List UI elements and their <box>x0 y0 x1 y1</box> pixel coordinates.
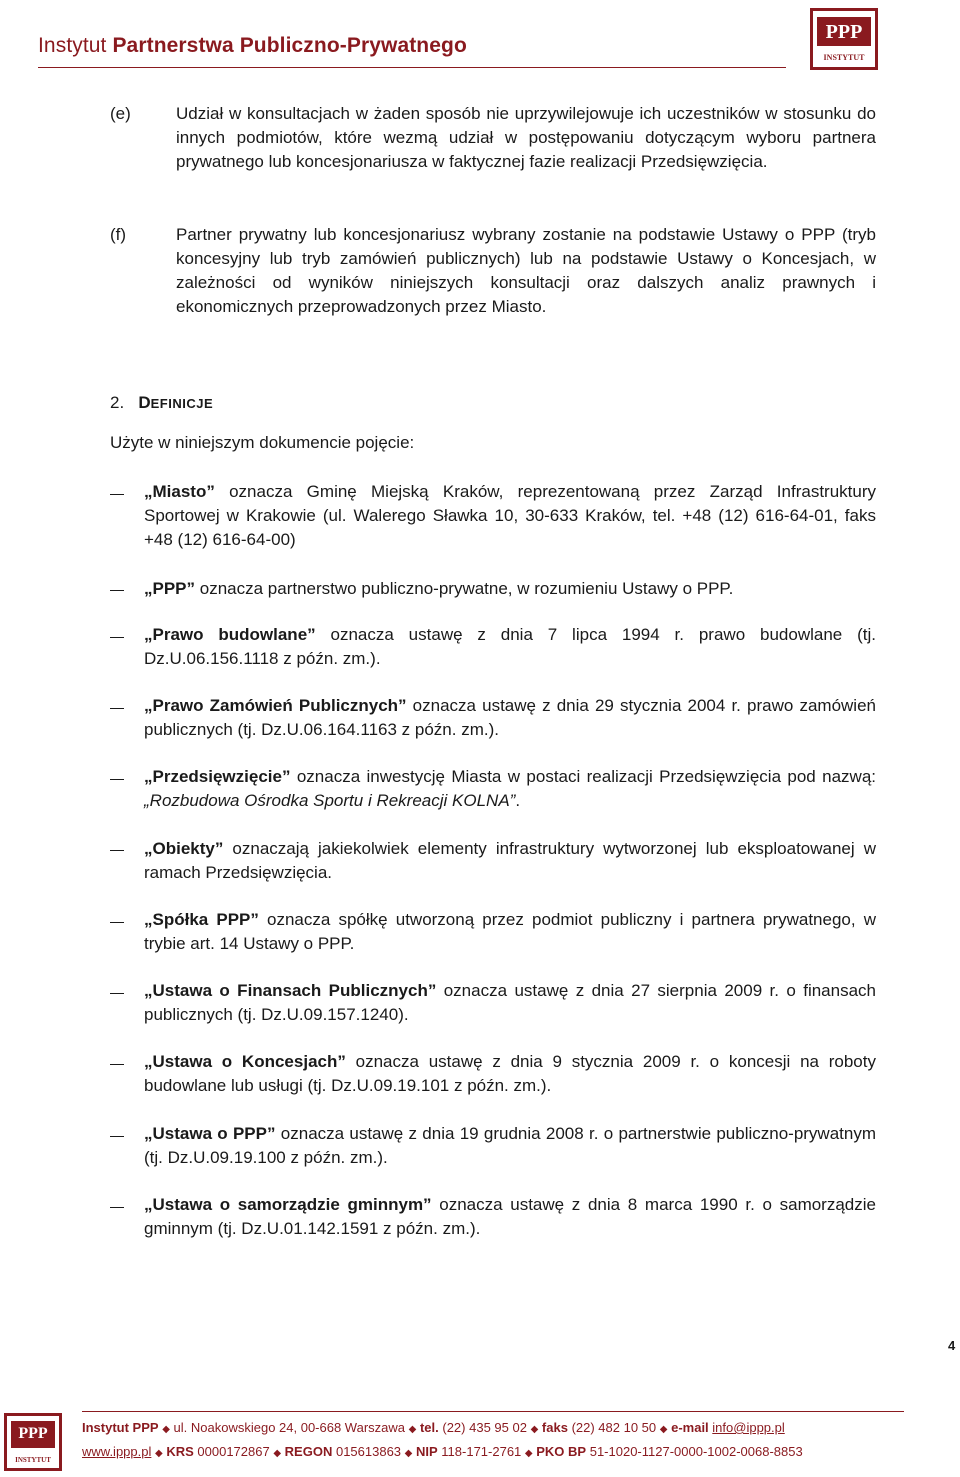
definition-text: oznacza ustawę z dnia 29 stycznia 2004 r. prawo zamówień publicznych (tj. Dz.U.06.164.1163 z późn. zm.). <box>144 696 876 739</box>
definition-term: „Spółka PPP” <box>144 910 259 929</box>
definition-item <box>144 623 876 671</box>
project-name: „Rozbudowa Ośrodka Sportu i Rekreacji KOLNA” <box>144 791 516 810</box>
footer-fax-label: faks <box>541 1420 568 1435</box>
definition-term: „Ustawa o samorządzie gminnym” <box>144 1195 432 1214</box>
diamond-icon: ◆ <box>408 1424 417 1435</box>
definition-item <box>144 1050 876 1098</box>
footer-email-label: e-mail <box>671 1420 709 1435</box>
footer-org: Instytut PPP <box>82 1420 159 1435</box>
dash-icon <box>110 494 124 495</box>
dash-icon <box>110 1064 124 1065</box>
definition-text: oznacza ustawę z dnia 9 stycznia 2009 r. o koncesji na roboty budowlane lub usługi (tj. Dz.U.09.19.101 z późn. zm.). <box>144 1052 876 1095</box>
footer-regon: 015613863 <box>335 1444 402 1459</box>
dash-icon <box>110 1207 124 1208</box>
header-title-prefix: Instytut <box>38 34 113 57</box>
section-title-first: D <box>138 393 151 412</box>
definition-item <box>144 837 876 885</box>
footer-contact-line <box>82 1420 785 1435</box>
header-title <box>38 34 467 58</box>
footer-logo-institute-text: INSTYTUT <box>15 1456 51 1464</box>
definition-term: „Ustawa o Finansach Publicznych” <box>144 981 437 1000</box>
section-title-rest: EFINICJE <box>150 396 214 411</box>
definition-term: „Ustawa o PPP” <box>144 1124 276 1143</box>
footer-email-link[interactable]: info@ippp.pl <box>712 1420 785 1435</box>
definition-term: „Prawo budowlane” <box>144 625 316 644</box>
header-divider <box>38 67 786 68</box>
definition-item <box>144 908 876 956</box>
definition-text: oznacza inwestycję Miasta w postaci realizacji Przedsięwzięcia pod nazwą: <box>290 767 876 786</box>
section-number: 2. <box>110 393 125 412</box>
footer-nip-label: NIP <box>416 1444 438 1459</box>
section-heading <box>110 391 213 416</box>
definition-text: oznacza spółkę utworzoną przez podmiot publiczny i partnera prywatnego, w trybie art. 14 Ustawy o PPP. <box>144 910 876 953</box>
definition-term: „Ustawa o Koncesjach” <box>144 1052 346 1071</box>
definition-item <box>144 1122 876 1170</box>
logo-ppp-text: PPP <box>817 17 871 46</box>
footer-tel-label: tel. <box>419 1420 439 1435</box>
definition-text: oznacza ustawę z dnia 19 grudnia 2008 r. o partnerstwie publiczno-prywatnym (tj. Dz.U.09.19.100 z późn. zm.). <box>144 1124 877 1167</box>
dash-icon <box>110 590 124 591</box>
page-number: 4 <box>948 1338 956 1353</box>
definition-tail: . <box>515 791 521 810</box>
definition-text: oznacza ustawę z dnia 27 sierpnia 2009 r. o finansach publicznych (tj. Dz.U.09.157.1240). <box>144 981 876 1024</box>
diamond-icon: ◆ <box>273 1448 282 1459</box>
definition-item <box>144 765 876 813</box>
footer-tel: (22) 435 95 02 <box>442 1420 527 1435</box>
header-title-bold: Partnerstwa Publiczno-Prywatnego <box>112 34 467 57</box>
definition-term: „PPP” <box>144 579 196 598</box>
section-intro: Użyte w niniejszym dokumencie pojęcie: <box>110 433 415 452</box>
diamond-icon: ◆ <box>155 1448 163 1459</box>
definition-term: „Miasto” <box>144 482 215 501</box>
dash-icon <box>110 922 124 923</box>
item-label-f: (f) <box>110 225 127 244</box>
diamond-icon: ◆ <box>404 1448 413 1459</box>
definition-term: „Przedsięwzięcie” <box>144 767 291 786</box>
diamond-icon: ◆ <box>530 1424 539 1435</box>
diamond-icon: ◆ <box>524 1448 533 1459</box>
item-label-e: (e) <box>110 104 131 123</box>
footer-krs: 0000172867 <box>197 1444 270 1459</box>
dash-icon <box>110 850 124 851</box>
ppp-footer-logo-icon <box>4 1413 62 1471</box>
definition-text: oznacza ustawę z dnia 8 marca 1990 r. o samorządzie gminnym (tj. Dz.U.01.142.1591 z późn. zm.). <box>144 1195 876 1238</box>
footer-bank-label: PKO BP <box>536 1444 587 1459</box>
footer-bank: 51-1020-1127-0000-1002-0068-8853 <box>589 1444 803 1459</box>
footer-divider <box>82 1411 904 1412</box>
footer-krs-label: KRS <box>166 1444 194 1459</box>
definition-text: oznaczają jakiekolwiek elementy infrastruktury wytworzonej lub eksploatowanej w ramach Przedsięwzięcia. <box>144 839 876 882</box>
ppp-logo-icon <box>810 8 878 70</box>
footer-website-link[interactable]: www.ippp.pl <box>82 1444 152 1459</box>
definition-item <box>144 480 876 552</box>
definition-item <box>144 577 876 601</box>
diamond-icon: ◆ <box>162 1424 170 1435</box>
logo-institute-text: INSTYTUT <box>823 53 865 62</box>
dash-icon <box>110 779 124 780</box>
footer-fax: (22) 482 10 50 <box>571 1420 657 1435</box>
definition-item <box>144 694 876 742</box>
definition-term: „Prawo Zamówień Publicznych” <box>144 696 407 715</box>
definition-item <box>144 1193 876 1241</box>
dash-icon <box>110 708 124 709</box>
dash-icon <box>110 993 124 994</box>
diamond-icon: ◆ <box>659 1424 668 1435</box>
dash-icon <box>110 637 124 638</box>
footer-registry-line <box>82 1444 803 1459</box>
definition-term: „Obiekty” <box>144 839 224 858</box>
footer-logo-ppp-text: PPP <box>11 1421 55 1448</box>
footer-address: ul. Noakowskiego 24, 00-668 Warszawa <box>173 1420 405 1435</box>
definition-item <box>144 979 876 1027</box>
footer-nip: 118-171-2761 <box>441 1444 522 1459</box>
item-text-e: Udział w konsultacjach w żaden sposób nie uprzywilejowuje ich uczestników w stosunku do innych podmiotów, które wezmą udział w postępowaniu dotyczącym wyboru partnera prywatnego lub koncesjonariusza w faktycznej fazie realizacji Przedsięwzięcia. <box>176 104 876 171</box>
item-text-f: Partner prywatny lub koncesjonariusz wybrany zostanie na podstawie Ustawy o PPP (tryb koncesyjny lub tryb zamówień publicznych) lub na podstawie Ustawy o Koncesjach, w zależności od wyników niniejszych konsultacji oraz dalszych analiz prawnych i ekonomicznych przeprowadzonych przez Miasto. <box>176 225 876 316</box>
footer-regon-label: REGON <box>284 1444 333 1459</box>
dash-icon <box>110 1136 124 1137</box>
definition-text: oznacza ustawę z dnia 7 lipca 1994 r. prawo budowlane (tj. Dz.U.06.156.1118 z późn. zm.). <box>144 625 876 668</box>
definition-text: oznacza partnerstwo publiczno-prywatne, w rozumieniu Ustawy o PPP. <box>195 579 734 598</box>
definition-text: oznacza Gminę Miejską Kraków, reprezentowaną przez Zarząd Infrastruktury Sportowej w Krakowie (ul. Walerego Sławka 10, 30-633 Kraków, tel. +48 (12) 616-64-01, faks +48 (12) 616-64-00) <box>144 482 876 549</box>
